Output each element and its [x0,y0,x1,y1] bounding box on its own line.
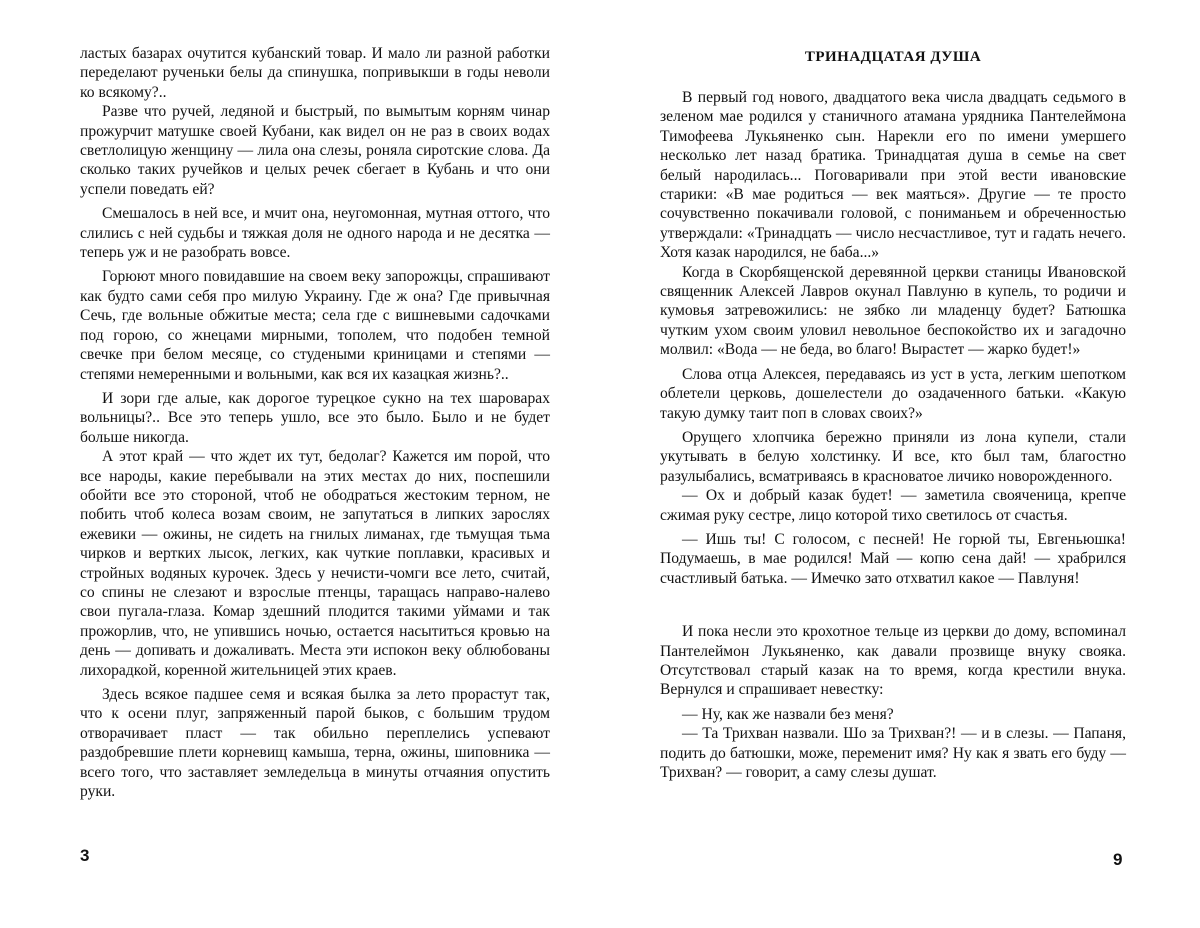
left-paragraph-2: Разве что ручей, ледяной и быстрый, по вымытым корням чинар прожурчит матушке своей Кубани, как видел он не раз в своих водах светлолицую женщину — лила она слезы, роняла сиротские слова. Да сколько таких ручейков и целых речек сбегает в Кубань и что они успели поведать ей? [80,103,550,198]
left-paragraph-3: Смешалось в ней все, и мчит она, неугомонная, мутная оттого, что слились с ней судьбы и тяжкая доля не одного народа и не десятка — теперь уж и не разобрать вовсе. [80,205,550,262]
left-paragraph-4: Горюют много повидавшие на своем веку запорожцы, спрашивают как будто сами себя про милую Украину. Где ж она? Где привычная Сечь, где вольные обжитые места; села где с вишневыми садочками под горою, со жнецами мирными, тополем, что подобен темной свечке при белом месяце, со студеными криницами и степями — степями немеренными и вольными, как вся их казацкая жизнь?.. [80,268,550,383]
page-number-left: 3 [80,846,90,865]
page-number-right: 9 [1113,850,1123,869]
right-paragraph-1: В первый год нового, двадцатого века числа двадцать седьмого в зеленом мае родился у станичного атамана урядника Пантелеймона Тимофеева Лукьяненко сын. Нарекли его по имени умершего несколько лет назад братика. Тринадцатая душа в семье на свет белый народилась... Поговаривали при этой вести ивановские старики: «В мае родиться — век маяться». Другие — те просто сочувственно покачивали головой, с пониманьем и обреченностью утверждали: «Тринадцать — число несчастливое, тут и гадать нечего. Хотя казак народился, не баба...» [660,89,1126,262]
right-paragraph-5: — Ох и добрый казак будет! — заметила своячeница, крепче сжимая руку сестре, лицо которой тихо светилось от счастья. [660,487,1126,524]
left-page [80,44,550,801]
right-paragraph-3: Слова отца Алексея, передаваясь из уст в уста, легким шепотком облетели церковь, дошелестели до озадаченного батьки. «Какую такую думку таит поп в словах своих?» [660,365,1126,422]
chapter-title: ТРИНАДЦАТАЯ ДУША [804,49,982,65]
left-paragraph-7: Здесь всякое падшее семя и всякая былка за лето прорастут так, что к осени плуг, запряженный парой быков, с большим трудом отворачивает пласт — так обильно переплелись успевают раздобревшие плети корневищ камыша, терна, ожины, шиповника — всего того, что заставляет земледельца в минуты отчаяния опустить руки. [80,686,550,801]
right-paragraph-6: — Ишь ты! С голосом, с песней! Не горюй ты, Евгеньюшка! Подумаешь, в мае родился! Май — копю сена дай! — храбрился счастливый батька. — Имечко зато отхватил какое — Павлуня! [660,530,1126,587]
right-paragraph-8: — Ну, как же назвали без меня? [682,705,894,723]
left-paragraph-5: И зори где алые, как дорогое турецкое сукно на тех шароварах вольницы?.. Все это теперь ушло, все это было. Было и не будет больше никогда. [80,389,550,446]
right-paragraph-7: И пока несли это крохотное тельце из церкви до дому, вспоминал Пантелеймон Лукьяненко, как давали прозвище внуку свояка. Отсутствовал старый казак на то время, когда крестили внука. Вернулся и спрашивает невестку: [660,623,1126,699]
left-paragraph-1: ластых базарах очутится кубанский товар. И мало ли разной работки переделают рученьки белы да спинушка, попривыкши в годы неволи ко всякому?.. [80,45,550,101]
left-paragraph-6: А этот край — что ждет их тут, бедолаг? Кажется им порой, что все народы, какие перебывали на этих местах до них, поспешили обойти все это стороной, чтоб не ободраться жестоким терном, не побить чтоб колеса возам своим, не запутаться в липких зарослях ежевики — ожины, не сидеть на гнилых лиманах, где тьмущая тьма чирков и вертких лысок, легких, как чуткие поплавки, красивых и стройных водяных курочек. Здесь у нечисти-чомги все лето, считай, со спины не слезают и взрослые птенцы, таращась направо-налево свои пугала-глаза. Комар здешний плодится такими уймами и так прожорлив, что, не упившись ночью, остается насытиться кровью на день — допивать и дожаливать. Места эти испокон веку облюбованы лихорадкой, коренной жительницей этих краев. [80,448,550,679]
right-page [660,48,1126,782]
right-paragraph-9: — Та Трихван назвали. Шо за Трихван?! — и в слезы. — Папаня, подить до батюшки, може, переменит имя? Ну как я звать его буду — Трихван? — говорит, а саму слезы душат. [660,725,1126,781]
right-paragraph-4: Орущего хлопчика бережно приняли из лона купели, стали укутывать в белую холстинку. И все, кто был там, благостно разулыбались, всматриваясь в красноватое личико новорожденного. [660,428,1126,485]
right-paragraph-2: Когда в Скорбященской деревянной церкви станицы Ивановской священник Алексей Лавров окунал Павлуню в купель, то родичи и кумовья затревожились: не зябко ли младенцу будет? Батюшка чутким ухом своим уловил невольное беспокойство их и загадочно молвил: «Вода — не беда, во благо! Вырастет — жарко будет!» [660,263,1126,359]
